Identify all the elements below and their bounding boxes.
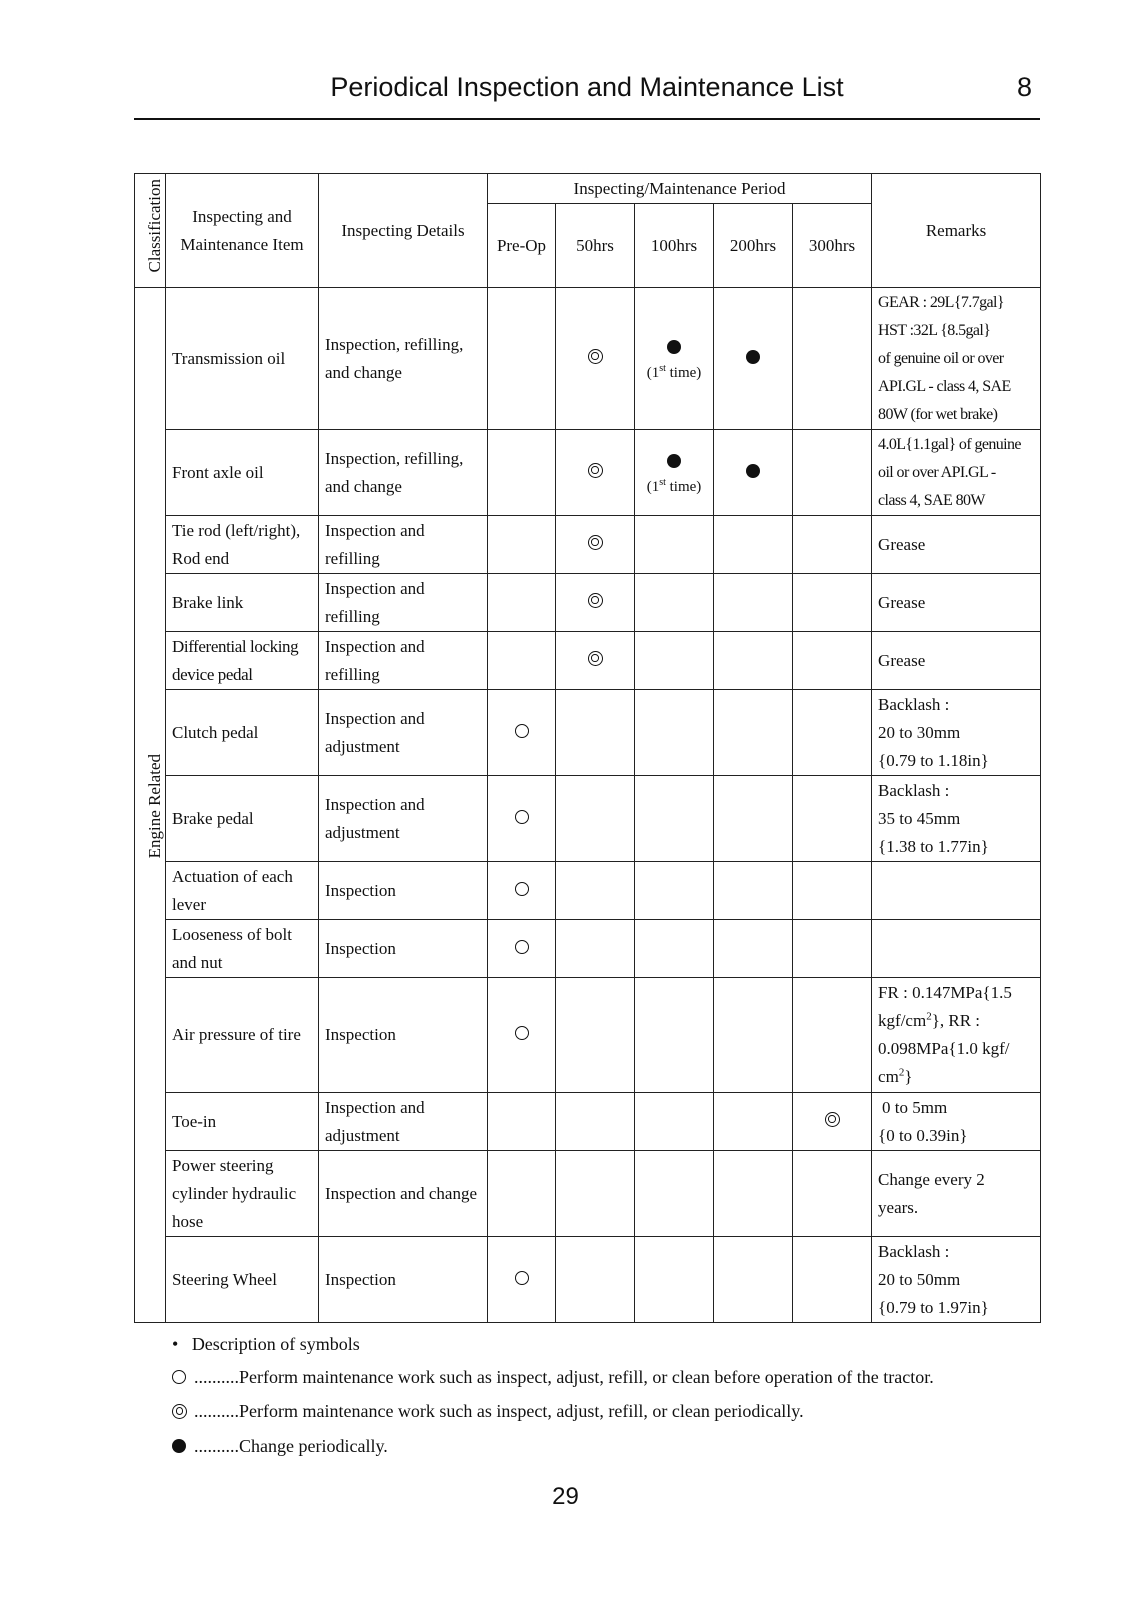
200hrs-header: 200hrs [714,204,793,288]
first-time-note: (1st time) [646,476,702,495]
details-cell: Inspection, refilling, and change [319,430,488,516]
open-circle-icon [515,810,529,824]
first-time-note: (1st time) [646,362,702,381]
open-circle-icon [172,1370,186,1384]
open-circle-icon [515,882,529,896]
item-header: Inspecting and Maintenance Item [166,174,319,288]
double-circle-icon [588,593,603,608]
item-cell: Actuation of each lever [166,862,319,920]
double-circle-icon [825,1112,840,1127]
filled-circle-icon [667,454,681,468]
legend-item: ..........Perform maintenance work such as inspect, adjust, refill, or clean before operation of the tractor. [172,1361,934,1395]
symbol-legend [172,1328,934,1464]
item-cell: Clutch pedal [166,690,319,776]
remarks-cell: Grease [872,574,1041,632]
remarks-cell: Change every 2 years. [872,1151,1041,1237]
legend-item: ..........Perform maintenance work such as inspect, adjust, refill, or clean periodically. [172,1395,934,1429]
table-row [135,288,1041,430]
double-circle-icon [588,535,603,550]
item-cell: Differential locking device pedal [166,632,319,690]
details-cell: Inspection [319,862,488,920]
double-circle-icon [588,651,603,666]
filled-circle-icon [746,464,760,478]
remarks-cell [872,862,1041,920]
filled-circle-icon [667,340,681,354]
item-cell: Looseness of bolt and nut [166,920,319,978]
item-cell: Steering Wheel [166,1237,319,1323]
remarks-cell [872,920,1041,978]
item-cell: Front axle oil [166,430,319,516]
filled-circle-icon [746,350,760,364]
table-row [135,574,1041,632]
details-cell: Inspection [319,920,488,978]
remarks-header: Remarks [872,174,1041,288]
page-header [134,70,1040,120]
table-row [135,430,1041,516]
page-number: 29 [552,1483,579,1510]
details-cell: Inspection and refilling [319,632,488,690]
item-cell: Tie rod (left/right), Rod end [166,516,319,574]
item-cell: Air pressure of tire [166,978,319,1093]
pre-op-header: Pre-Op [488,204,556,288]
details-cell: Inspection, refilling, and change [319,288,488,430]
page-title: Periodical Inspection and Maintenance List [330,72,844,102]
double-circle-icon [588,463,603,478]
details-cell: Inspection and adjustment [319,776,488,862]
legend-item: ..........Change periodically. [172,1430,934,1464]
remarks-cell: GEAR : 29L{7.7gal} HST :32L {8.5gal} of genuine oil or over API.GL - class 4, SAE 80W (for wet brake) [872,288,1041,430]
open-circle-icon [515,724,529,738]
remarks-cell: FR : 0.147MPa{1.5 kgf/$cm^2$}, RR : 0.098MPa{1.0 kgf/ $cm^2$} [872,978,1041,1093]
double-circle-icon [588,349,603,364]
table-row [135,776,1041,862]
table-row [135,862,1041,920]
300hrs-header: 300hrs [793,204,872,288]
remarks-cell: Backlash : 20 to 50mm {0.79 to 1.97in} [872,1237,1041,1323]
details-cell: Inspection [319,1237,488,1323]
open-circle-icon [515,1271,529,1285]
item-cell: Brake link [166,574,319,632]
table-row [135,920,1041,978]
details-header: Inspecting Details [319,174,488,288]
details-cell: Inspection and refilling [319,516,488,574]
chapter-number: 8 [1016,72,1032,102]
period-group-header: Inspecting/Maintenance Period [488,174,872,204]
table-row [135,516,1041,574]
filled-circle-icon [172,1439,186,1453]
maintenance-table [134,173,1041,1323]
legend-title: • Description of symbols [172,1334,360,1354]
table-row [135,632,1041,690]
table-row [135,978,1041,1093]
details-cell: Inspection and change [319,1151,488,1237]
details-cell: Inspection and refilling [319,574,488,632]
double-circle-icon [172,1404,187,1419]
classification-header: Classification [135,174,166,288]
table-row [135,1151,1041,1237]
details-cell: Inspection and adjustment [319,1093,488,1151]
100hrs-header: 100hrs [635,204,714,288]
table-row [135,1237,1041,1323]
item-cell: Brake pedal [166,776,319,862]
open-circle-icon [515,1026,529,1040]
remarks-cell: Backlash : 35 to 45mm {1.38 to 1.77in} [872,776,1041,862]
classification-cell: Engine Related [135,288,166,1323]
open-circle-icon [515,940,529,954]
remarks-cell: Grease [872,516,1041,574]
50hrs-header: 50hrs [556,204,635,288]
remarks-cell: Grease [872,632,1041,690]
item-cell: Toe-in [166,1093,319,1151]
table-row [135,1093,1041,1151]
table-row [135,690,1041,776]
item-cell: Transmission oil [166,288,319,430]
remarks-cell: 4.0L{1.1gal} of genuine oil or over API.GL - class 4, SAE 80W [872,430,1041,516]
item-cell: Power steering cylinder hydraulic hose [166,1151,319,1237]
remarks-cell: 0 to 5mm {0 to 0.39in} [872,1093,1041,1151]
remarks-cell: Backlash : 20 to 30mm {0.79 to 1.18in} [872,690,1041,776]
details-cell: Inspection and adjustment [319,690,488,776]
details-cell: Inspection [319,978,488,1093]
